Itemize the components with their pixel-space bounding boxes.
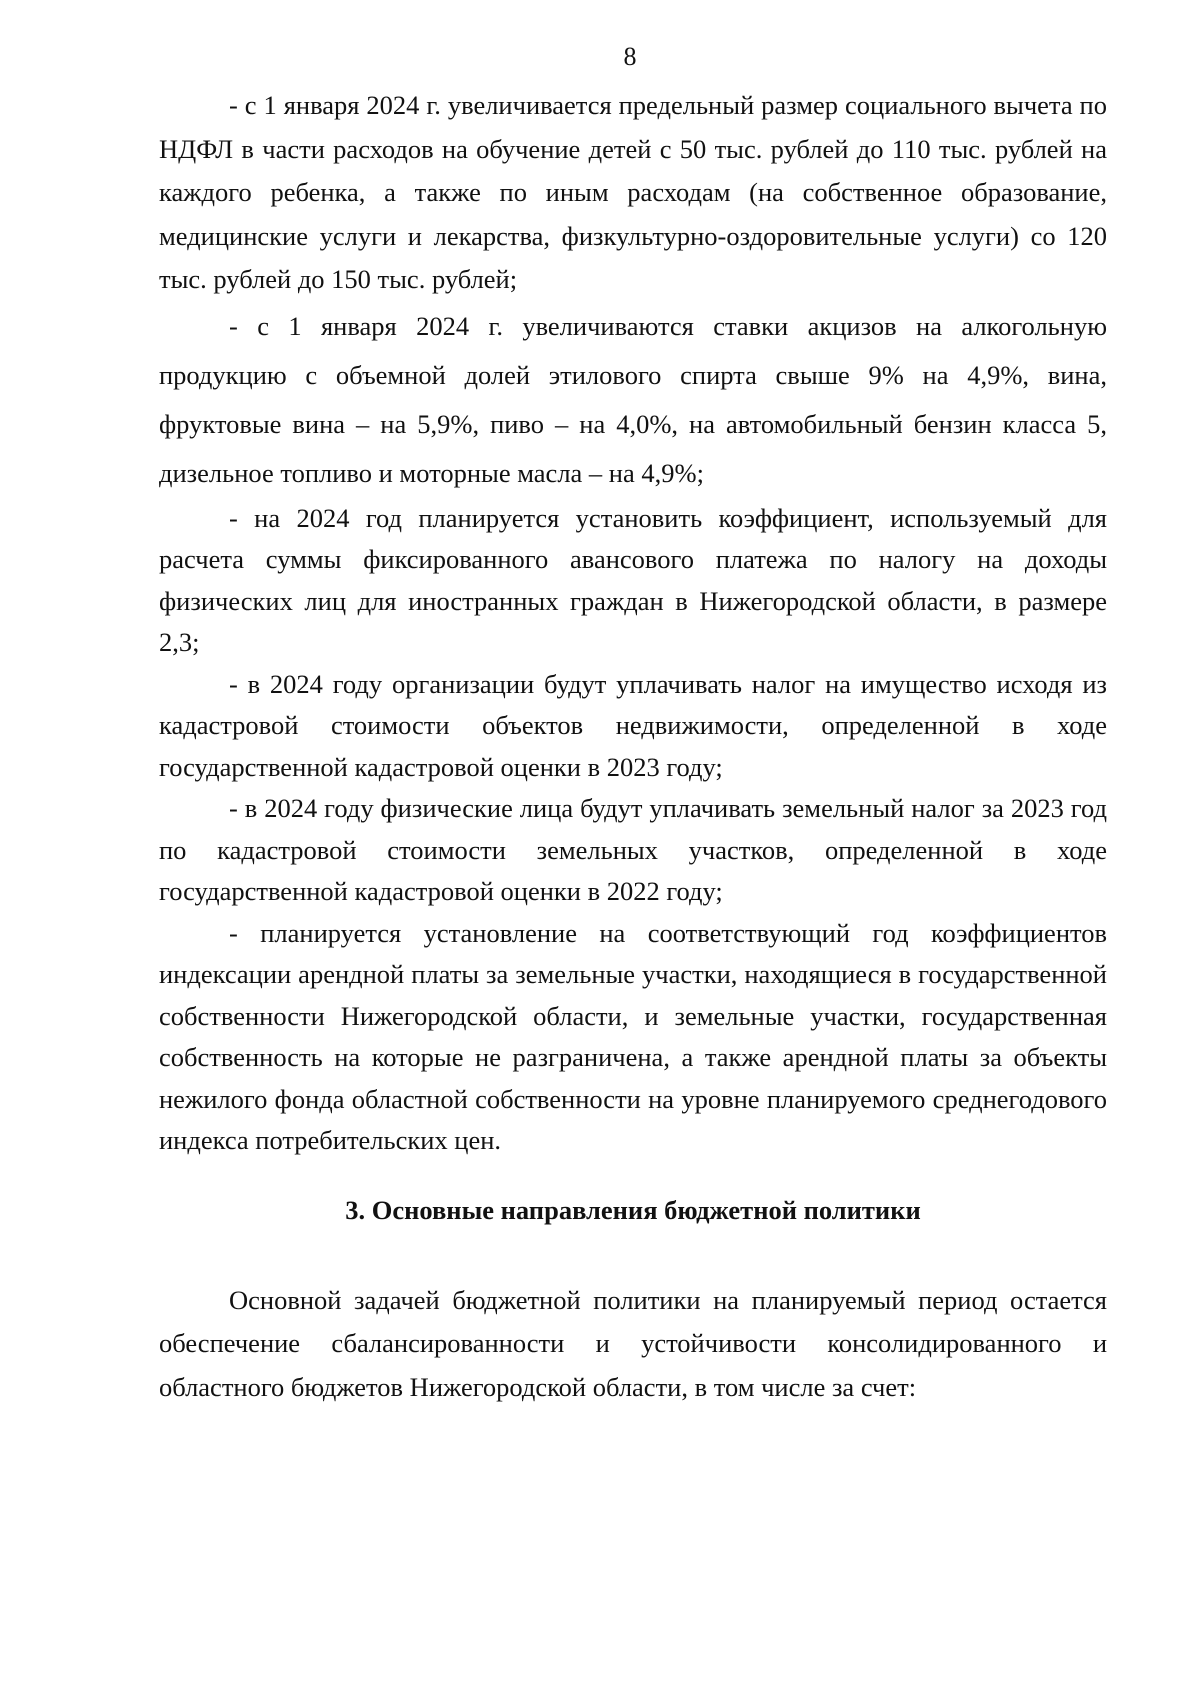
paragraph-rent-indexation: - планируется установление на соответствующий год коэффициентов индексации арендной платы за земельные участки, находящиеся в государственной собственности Нижегородской области, и земельные участки, государственная собственность на которые не разграничена, а также арендной платы за объекты нежилого фонда областной собственности на уровне планируемого среднегодового индекса потребительских цен. xyxy=(159,917,1107,1155)
document-body xyxy=(159,84,1107,1409)
paragraph-advance-payment-coefficient: - на 2024 год планируется установить коэффициент, используемый для расчета суммы фиксированного авансового платежа по налогу на доходы физических лиц для иностранных граждан в Нижегородской области, в размере 2,3; xyxy=(159,502,1107,657)
section-heading: 3. Основные направления бюджетной политики xyxy=(345,1194,921,1225)
paragraph-land-tax: - в 2024 году физические лица будут уплачивать земельный налог за 2023 год по кадастровой стоимости земельных участков, определенной в ходе государственной кадастровой оценки в 2022 году; xyxy=(159,793,1107,906)
paragraph-property-tax: - в 2024 году организации будут уплачивать налог на имущество исходя из кадастровой стоимости объектов недвижимости, определенной в ходе государственной кадастровой оценки в 2023 году; xyxy=(159,668,1107,782)
paragraph-social-deduction: - с 1 января 2024 г. увеличивается предельный размер социального вычета по НДФЛ в части расходов на обучение детей с 50 тыс. рублей до 110 тыс. рублей на каждого ребенка, а также по иным расходам (на собственное образование, медицинские услуги и лекарства, физкультурно-оздоровительные услуги) со 120 тыс. рублей до 150 тыс. рублей; xyxy=(159,90,1107,294)
page-number: 8 xyxy=(623,42,637,71)
paragraph-excise-rates: - с 1 января 2024 г. увеличиваются ставки акцизов на алкогольную продукцию с объемной долей этилового спирта свыше 9% на 4,9%, вина, фруктовые вина – на 5,9%, пиво – на 4,0%, на автомобильный бензин класса 5, дизельное топливо и моторные масла – на 4,9%; xyxy=(159,310,1107,488)
paragraph-budget-policy-goal: Основной задачей бюджетной политики на планируемый период остается обеспечение сбалансированности и устойчивости консолидированного и областного бюджетов Нижегородской области, в том числе за счет: xyxy=(159,1284,1107,1402)
